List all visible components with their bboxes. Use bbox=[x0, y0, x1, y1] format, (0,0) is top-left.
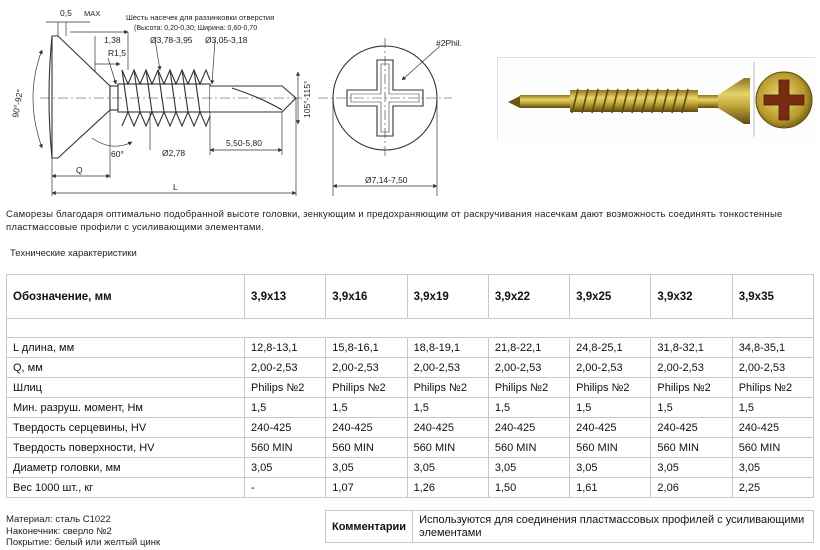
cell: 240-425 bbox=[651, 418, 732, 438]
row-label: Q, мм bbox=[7, 358, 245, 378]
comments-label: Комментарии bbox=[326, 511, 413, 543]
specs-subtitle: Технические характеристики bbox=[10, 248, 137, 259]
cell: 560 MIN bbox=[570, 438, 651, 458]
cell: 1,5 bbox=[326, 398, 407, 418]
cell: Philips №2 bbox=[651, 378, 732, 398]
cell: 560 MIN bbox=[488, 438, 569, 458]
row-label: Диаметр головки, мм bbox=[7, 458, 245, 478]
cell: 21,8-22,1 bbox=[488, 338, 569, 358]
table-spacer-row bbox=[7, 319, 814, 338]
cell: 3,05 bbox=[651, 458, 732, 478]
cell: 1,5 bbox=[651, 398, 732, 418]
label-phil: #2Phil. bbox=[436, 38, 462, 48]
product-description: Саморезы благодаря оптимально подобранной высоте головки, зенкующим и предохраняющим от раскручивания насечкам дают возможность соединять тонкостенные пластмассовые профили с усиливающими элементами. bbox=[6, 209, 783, 233]
table-header-row bbox=[7, 275, 814, 319]
comments-table bbox=[325, 510, 814, 543]
label-l: L bbox=[173, 182, 178, 192]
cell: 240-425 bbox=[326, 418, 407, 438]
cell: 240-425 bbox=[407, 418, 488, 438]
cell: 2,00-2,53 bbox=[488, 358, 569, 378]
label-max-gap: 0,5 bbox=[60, 8, 72, 18]
cell: Philips №2 bbox=[488, 378, 569, 398]
cell: 3,05 bbox=[570, 458, 651, 478]
table-row bbox=[7, 438, 814, 458]
table-row bbox=[7, 418, 814, 438]
cell: 1,26 bbox=[407, 478, 488, 498]
cell: Philips №2 bbox=[570, 378, 651, 398]
cell: 3,05 bbox=[245, 458, 326, 478]
header-col: 3,9x19 bbox=[407, 275, 488, 319]
cell: 1,5 bbox=[488, 398, 569, 418]
header-col: 3,9x13 bbox=[245, 275, 326, 319]
cell: 2,25 bbox=[732, 478, 813, 498]
label-max-word: MAX bbox=[84, 9, 101, 18]
cell: 1,5 bbox=[732, 398, 813, 418]
label-radius: R1,5 bbox=[108, 48, 126, 58]
row-label: Мин. разруш. момент, Нм bbox=[7, 398, 245, 418]
header-label: Обозначение, мм bbox=[7, 275, 245, 319]
label-notch-dims: (Высота: 0,20-0,30; Ширина: 0,60-0,70 bbox=[134, 25, 258, 32]
cell: Philips №2 bbox=[245, 378, 326, 398]
cell: 2,06 bbox=[651, 478, 732, 498]
cell: 3,05 bbox=[732, 458, 813, 478]
label-head-angle: 90°-92° bbox=[10, 88, 25, 119]
table-row bbox=[7, 478, 814, 498]
cell: 240-425 bbox=[488, 418, 569, 438]
table-row bbox=[7, 398, 814, 418]
note-material: Материал: сталь С1022 bbox=[6, 514, 111, 525]
screw-photo bbox=[497, 57, 815, 140]
cell: 31,8-32,1 bbox=[651, 338, 732, 358]
cell: 560 MIN bbox=[732, 438, 813, 458]
cell: 240-425 bbox=[245, 418, 326, 438]
label-d-thread: Ø3,78-3,95 bbox=[150, 35, 193, 45]
header-col: 3,9x25 bbox=[570, 275, 651, 319]
cell: 2,00-2,53 bbox=[570, 358, 651, 378]
cell: 240-425 bbox=[732, 418, 813, 438]
cell: 15,8-16,1 bbox=[326, 338, 407, 358]
row-label: Шлиц bbox=[7, 378, 245, 398]
cell: 2,00-2,53 bbox=[326, 358, 407, 378]
cell: 24,8-25,1 bbox=[570, 338, 651, 358]
specs-table bbox=[6, 274, 814, 498]
label-head-diameter: Ø7,14-7,50 bbox=[365, 175, 408, 185]
cell: 560 MIN bbox=[651, 438, 732, 458]
cell: Philips №2 bbox=[407, 378, 488, 398]
cell: 3,05 bbox=[326, 458, 407, 478]
header-col: 3,9x35 bbox=[732, 275, 813, 319]
cell: 2,00-2,53 bbox=[407, 358, 488, 378]
screw-side-view bbox=[40, 36, 306, 158]
label-q: Q bbox=[76, 165, 83, 175]
row-label: Твердость поверхности, HV bbox=[7, 438, 245, 458]
row-label: L длина, мм bbox=[7, 338, 245, 358]
label-tip-angle: 105°-115° bbox=[302, 80, 312, 118]
label-d-core: Ø3,05-3,18 bbox=[205, 35, 248, 45]
note-coating: Покрытие: белый или желтый цинк bbox=[6, 537, 161, 548]
cell: 3,05 bbox=[407, 458, 488, 478]
cell: 1,5 bbox=[407, 398, 488, 418]
table-row bbox=[7, 338, 814, 358]
row-label: Твердость серцевины, HV bbox=[7, 418, 245, 438]
cell: 18,8-19,1 bbox=[407, 338, 488, 358]
label-countersink: 60° bbox=[111, 149, 124, 159]
cell: 2,00-2,53 bbox=[651, 358, 732, 378]
cell: 560 MIN bbox=[326, 438, 407, 458]
label-d138: 1,38 bbox=[104, 35, 121, 45]
cell: Philips №2 bbox=[326, 378, 407, 398]
cell: 560 MIN bbox=[407, 438, 488, 458]
label-tip-length: 5,50-5,80 bbox=[226, 138, 262, 148]
row-label: Вес 1000 шт., кг bbox=[7, 478, 245, 498]
header-col: 3,9x16 bbox=[326, 275, 407, 319]
material-notes bbox=[6, 514, 160, 549]
header-col: 3,9x22 bbox=[488, 275, 569, 319]
table-row bbox=[7, 458, 814, 478]
table-row bbox=[7, 378, 814, 398]
cell: 2,00-2,53 bbox=[732, 358, 813, 378]
label-d-drill: Ø2,78 bbox=[162, 148, 186, 158]
cell: Philips №2 bbox=[732, 378, 813, 398]
cell: 3,05 bbox=[488, 458, 569, 478]
note-tip: Наконечник: сверло №2 bbox=[6, 525, 112, 537]
comments-row bbox=[326, 511, 814, 543]
cell: 1,07 bbox=[326, 478, 407, 498]
screw-photo-image bbox=[498, 58, 816, 141]
spacer-cell bbox=[7, 319, 814, 338]
cell: 1,50 bbox=[488, 478, 569, 498]
comments-text: Используются для соединения пластмассовых профилей с усиливающими элементами bbox=[413, 511, 814, 543]
cell: 2,00-2,53 bbox=[245, 358, 326, 378]
cell: 1,5 bbox=[570, 398, 651, 418]
cell: 1,61 bbox=[570, 478, 651, 498]
cell: 34,8-35,1 bbox=[732, 338, 813, 358]
screw-head-top-view bbox=[318, 38, 452, 196]
cell: - bbox=[245, 478, 326, 498]
table-row bbox=[7, 358, 814, 378]
header-col: 3,9x32 bbox=[651, 275, 732, 319]
cell: 240-425 bbox=[570, 418, 651, 438]
cell: 1,5 bbox=[245, 398, 326, 418]
label-notch-title: Шесть насечек для раззинковки отверстия bbox=[126, 13, 275, 22]
cell: 12,8-13,1 bbox=[245, 338, 326, 358]
cell: 560 MIN bbox=[245, 438, 326, 458]
